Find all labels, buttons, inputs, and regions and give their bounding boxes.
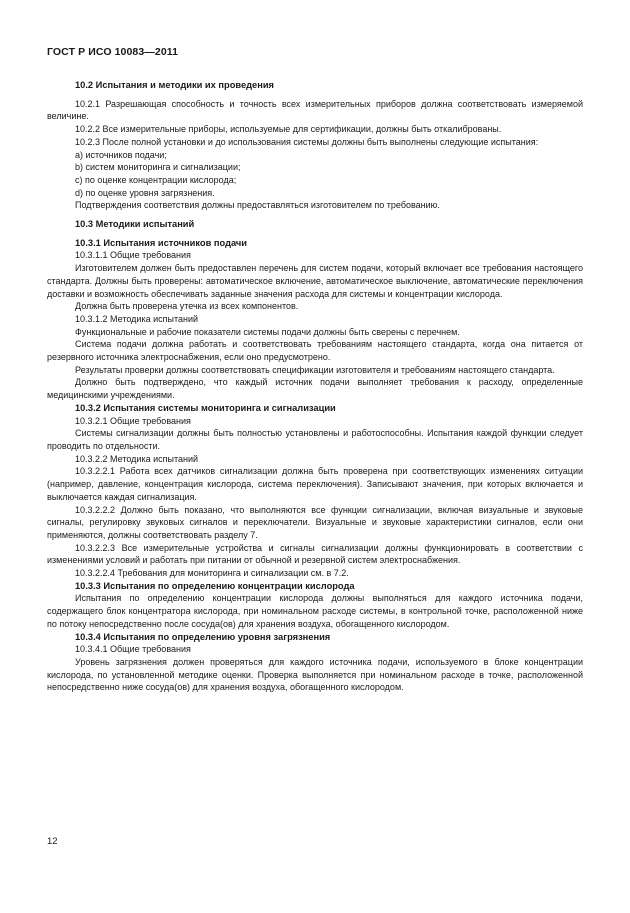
document-header: ГОСТ Р ИСО 10083—2011 (47, 46, 179, 58)
list-item: a) источников подачи; (75, 149, 167, 160)
para-10-3-1-2: 10.3.1.2 Методика испытаний (75, 313, 199, 324)
heading-10-3: 10.3 Методики испытаний (75, 219, 195, 230)
document-body (47, 79, 583, 694)
para-10-2-1: 10.2.1 Разрешающая способность и точность всех измерительных приборов должна соответствовать измеряемой величине. (47, 98, 583, 122)
para-leak: Должна быть проверена утечка из всех компонентов. (75, 301, 299, 312)
list-item: c) по оценке концентрации кислорода; (75, 174, 237, 185)
list-item: b) систем мониторинга и сигнализации; (75, 162, 241, 173)
para-contamination: Уровень загрязнения должен проверяться для каждого источника подачи, используемого в блоке концентрации кислорода, по установленной методике оценки. Проверка выполняется при номинальном расходе в точке, расположенной непосредственно ниже сосуда(ов) для хранения воздуха, обогащенного кислородом. (47, 656, 583, 693)
heading-10-3-2: 10.3.2 Испытания системы мониторинга и сигнализации (75, 402, 336, 413)
para-10-3-2-2-3: 10.3.2.2.3 Все измерительные устройства и сигналы сигнализации должны функционировать в соответствии с изменениями условий и работать при питании от обычной и резервной систем электроснабжения. (47, 542, 583, 566)
heading-10-3-4: 10.3.4 Испытания по определению уровня загрязнения (75, 631, 331, 642)
para-functional: Функциональные и рабочие показатели системы подачи должны быть сверены с перечнем. (75, 326, 460, 337)
list-item: d) по оценке уровня загрязнения. (75, 187, 215, 198)
para-each-source: Должно быть подтверждено, что каждый источник подачи выполняет требования к расходу, определенные медицинскими учреждениями. (47, 377, 583, 401)
para-10-2-3: 10.2.3 После полной установки и до использования системы должны быть выполнены следующие испытания: (75, 136, 539, 147)
para-oxygen: Испытания по определению концентрации кислорода должны выполняться для каждого источника подачи, содержащего блок концентратора кислорода, при номинальном расходе системы, в контрольной точке, расположенной ниже по потоку непосредственно после сосуда(ов) для хранения воздуха, обогащенного кислородом. (47, 593, 583, 629)
heading-10-3-3: 10.3.3 Испытания по определению концентрации кислорода (75, 580, 355, 591)
heading-10-2: 10.2 Испытания и методики их проведения (75, 80, 274, 90)
para-10-3-4-1: 10.3.4.1 Общие требования (75, 644, 191, 655)
para-10-3-2-2-1: 10.3.2.2.1 Работа всех датчиков сигнализации должна быть проверена при соответствующих изменениях ситуации (например, давление, концентрация кислорода, система переключения). Записывают значения, при которых включается и выключается каждая сигнализация. (47, 466, 583, 502)
heading-10-3-1: 10.3.1 Испытания источников подачи (75, 237, 248, 248)
para-results: Результаты проверки должны соответствовать спецификации изготовителя и требованиям настоящего стандарта. (75, 364, 555, 375)
page-number: 12 (47, 836, 58, 847)
para-10-2-2: 10.2.2 Все измерительные приборы, используемые для сертификации, должны быть откалиброваны. (75, 124, 502, 135)
para-10-3-2-2: 10.3.2.2 Методика испытаний (75, 453, 199, 464)
para-manufacturer: Изготовителем должен быть предоставлен перечень для систем подачи, который включает все требования настоящего стандарта. Должны быть проверены: автоматическое включение, автоматическое выключение, автоматические переключения доставки и возможность обеспечивать заданные значения расхода для системы и концентрации кислорода. (47, 263, 583, 299)
para-supply: Система подачи должна работать и соответствовать требованиям настоящего стандарта, когда она питается от резервного источника электроснабжения, если оно предусмотрено. (47, 339, 583, 363)
para-10-3-2-1: 10.3.2.1 Общие требования (75, 415, 191, 426)
para-alarm-systems: Системы сигнализации должны быть полностью установлены и работоспособны. Испытания каждой функции следует проводить по отдельности. (47, 428, 583, 451)
para-10-3-2-2-2: 10.3.2.2.2 Должно быть показано, что выполняются все функции сигнализации, включая визуальные и звуковые сигналы, регулировку звуковых сигналов и переключатели. Визуальные и звуковые характеристики сигналов, если они применяются, должны соответствовать разделу 7. (47, 504, 583, 540)
para-10-3-2-2-4: 10.3.2.2.4 Требования для мониторинга и сигнализации см. в 7.2. (75, 568, 349, 579)
para-10-3-1-1: 10.3.1.1 Общие требования (75, 250, 191, 261)
para-confirm: Подтверждения соответствия должны предоставляться изготовителем по требованию. (75, 200, 440, 211)
